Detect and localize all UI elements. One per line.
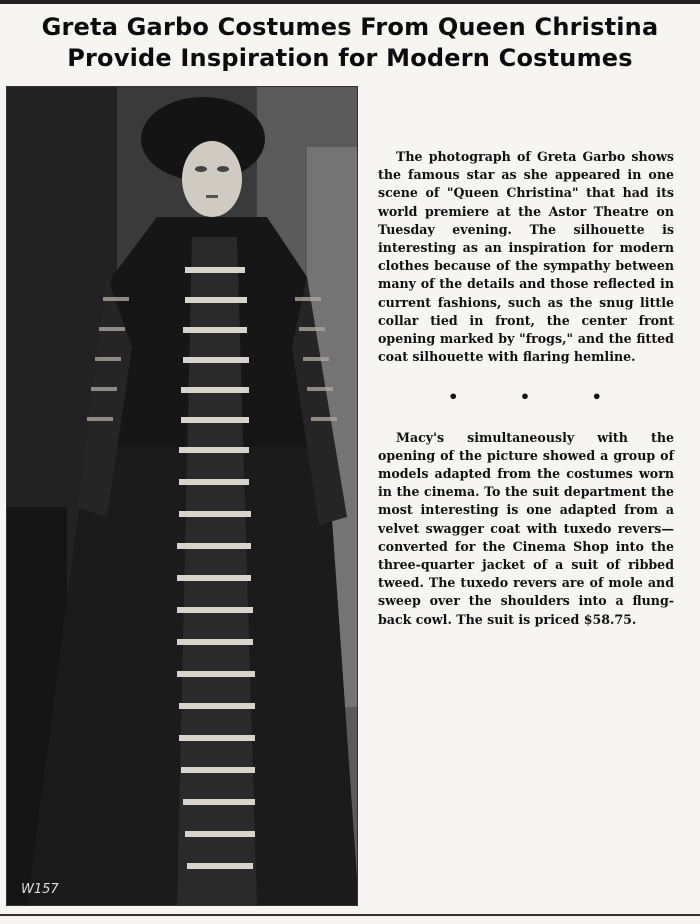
garbo-photograph [6,86,358,906]
photo-mark: W157 [21,882,59,897]
article-body [378,148,674,629]
bottom-rule [0,914,700,916]
article-paragraph-1: The photograph of Greta Garbo shows the famous star as she appeared in one scene of "Queen Christina" that had its world premiere at the Astor Theatre on Tuesday evening. The silhouette is interesting as an inspiration for modern clothes because of the sympathy between many of the details and those reflected in current fashions, such as the snug little collar tied in front, the center front opening marked by "frogs," and the fitted coat silhouette with flaring hemline. [378,149,674,365]
article-paragraph-2: Macy's simultaneously with the opening of the picture showed a group of models adapted from the costumes worn in the cinema. To the suit department the most interesting is one adapted from a velvet swagger coat with tuxedo revers—converted for the Cinema Shop into the three-quarter jacket of a suit of ribbed tweed. The tuxedo revers are of mole and sweep over the shoulders into a flung-back cowl. The suit is priced $58.75. [378,429,674,627]
headline-line-2: Provide Inspiration for Modern Costumes [67,44,633,72]
section-separator: • • • [448,387,630,407]
headline [12,12,688,74]
headline-line-1: Greta Garbo Costumes From Queen Christina [41,13,659,41]
top-rule [0,0,700,4]
garbo-figure-illustration [7,87,358,906]
